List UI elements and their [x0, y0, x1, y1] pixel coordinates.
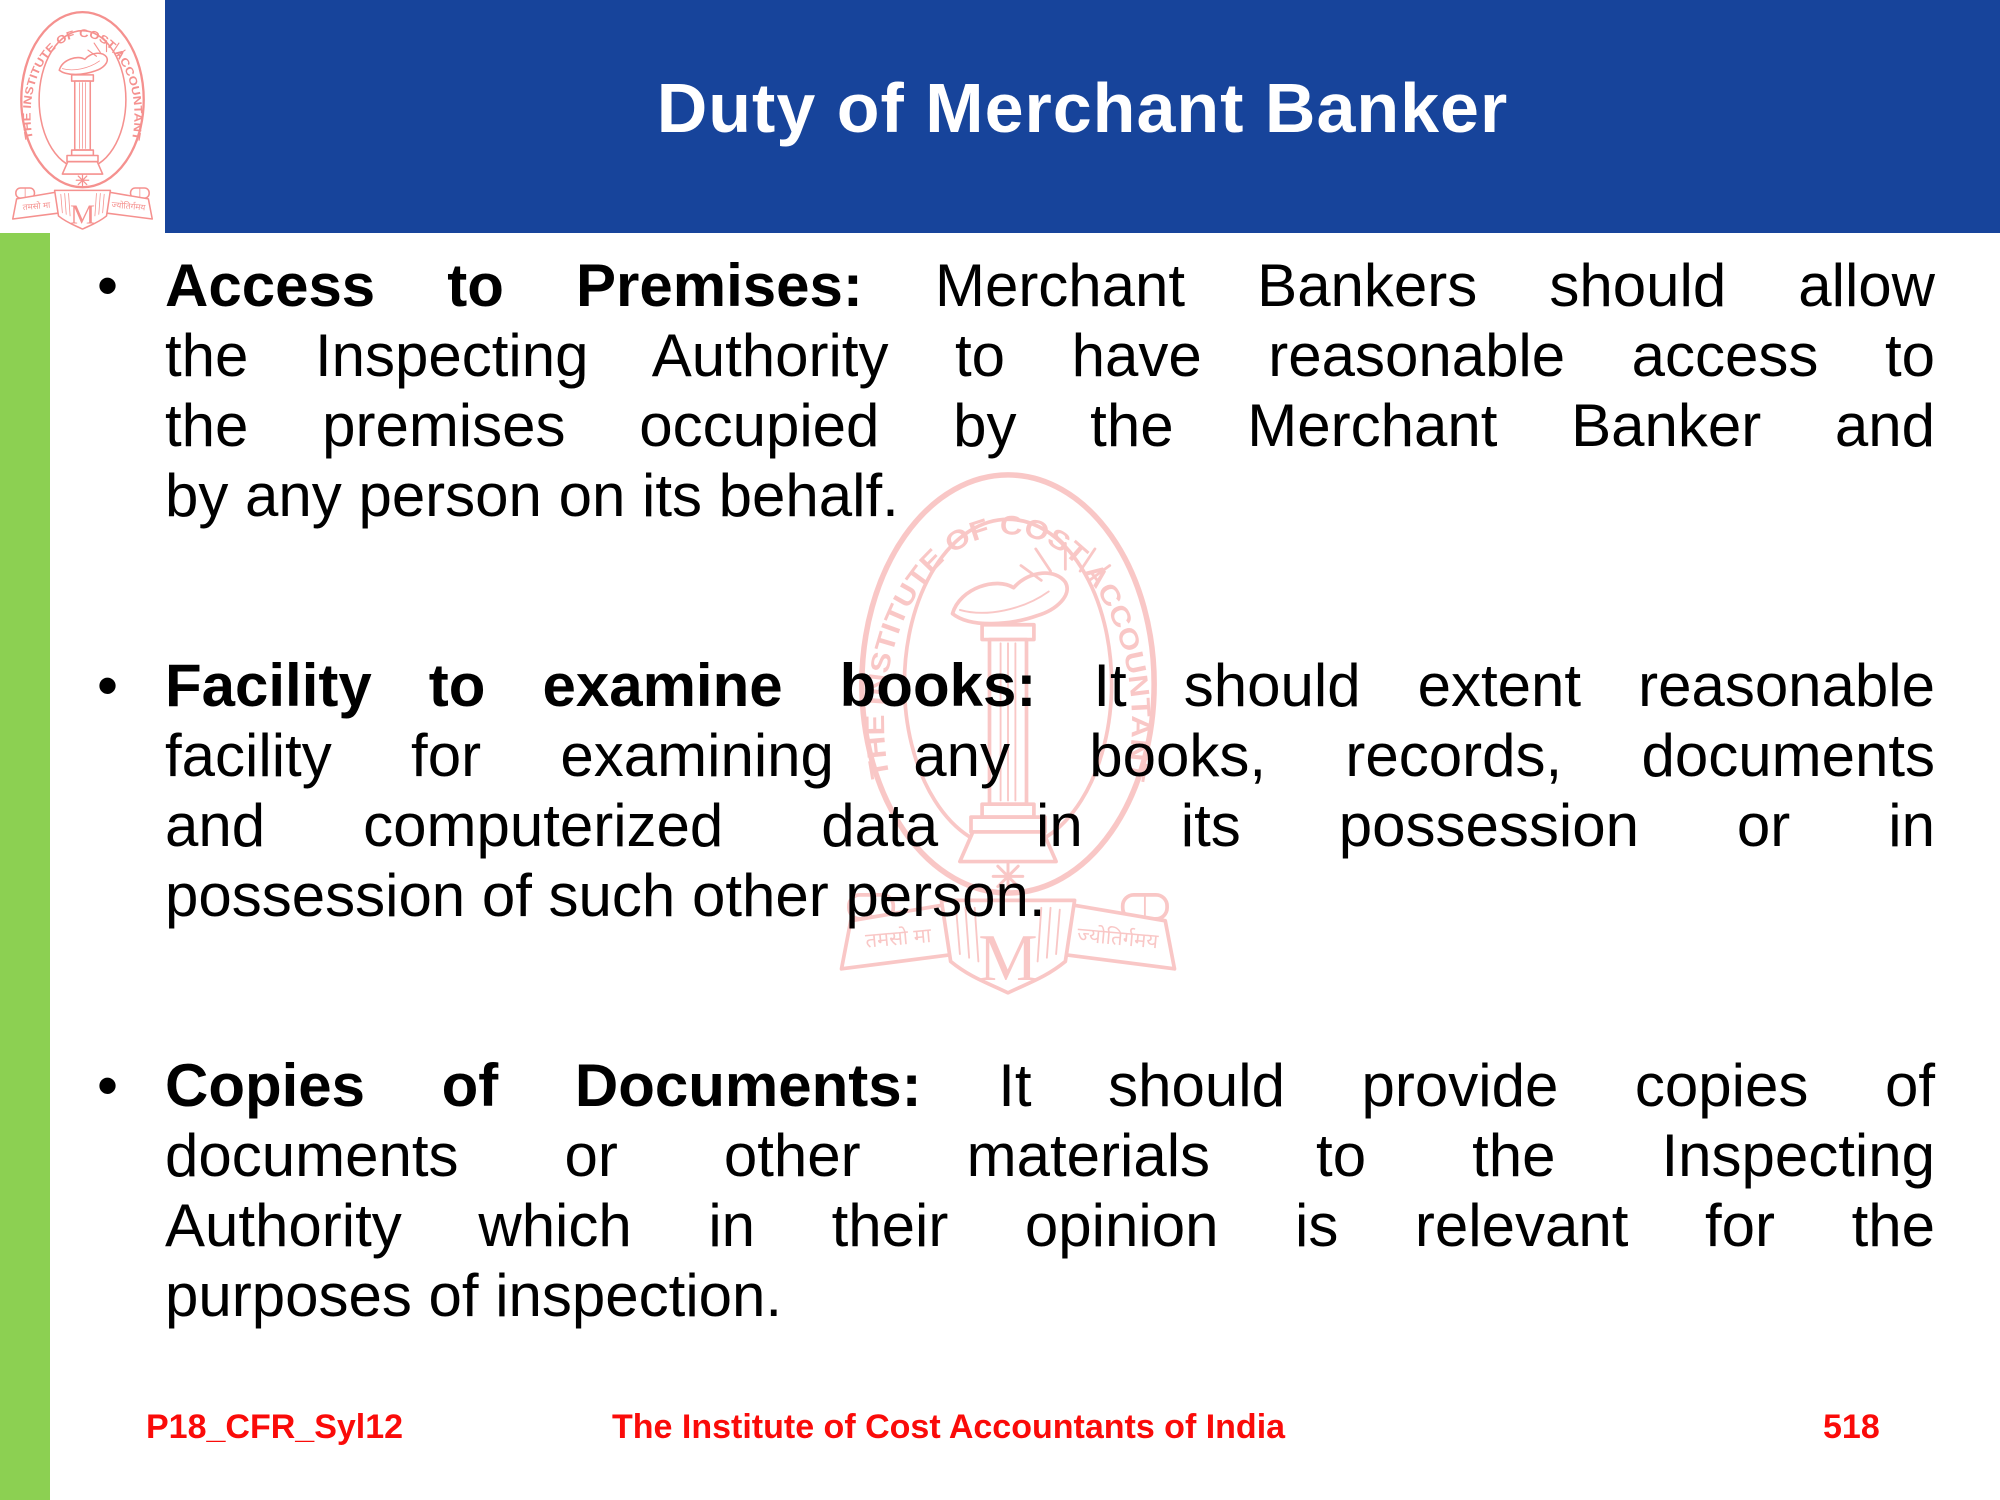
bullet-lead: Access to Premises: — [165, 252, 863, 319]
bullet-marker: • — [97, 252, 119, 319]
slide-body — [50, 233, 2000, 1331]
footer-institute-name: The Institute of Cost Accountants of India — [612, 1408, 1286, 1446]
footer-page-number: 518 — [1823, 1408, 1880, 1446]
bullet-line: by any person on its behalf. — [165, 462, 899, 529]
header-bar — [0, 0, 2000, 233]
bullet-line: Merchant Bankers should allow — [934, 252, 1936, 319]
bullet-lead: Copies of Documents: — [165, 1052, 922, 1119]
bullet-line: and computerized data in its possession or in — [165, 792, 1935, 859]
bullet-item-copies-of-documents — [97, 1051, 1935, 1331]
bullet-line: possession of such other person. — [165, 862, 1046, 929]
institute-seal-icon — [5, 5, 160, 230]
bullet-lead: Facility to examine books: — [165, 652, 1037, 719]
bullet-text — [165, 651, 1935, 931]
left-accent-bar — [0, 233, 50, 1500]
bullet-line: It should provide copies of — [998, 1052, 1936, 1119]
bullet-item-facility-to-examine-books — [97, 651, 1935, 931]
bullet-line: documents or other materials to the Inspecting — [165, 1122, 1935, 1189]
bullet-line: the Inspecting Authority to have reasonable access to — [165, 322, 1935, 389]
bullet-line: facility for examining any books, records, documents — [165, 722, 1935, 789]
bullet-line: purposes of inspection. — [165, 1262, 783, 1329]
bullet-line: the premises occupied by the Merchant Banker and — [165, 392, 1935, 459]
bullet-line: It should extent reasonable — [1093, 652, 1935, 719]
slide-title: Duty of Merchant Banker — [656, 68, 1509, 147]
bullet-marker: • — [97, 652, 119, 719]
institute-logo — [0, 0, 165, 233]
bullet-text — [165, 251, 1935, 531]
footer-bar — [0, 1400, 2000, 1460]
bullet-item-access-to-premises — [97, 251, 1935, 531]
bullet-marker: • — [97, 1052, 119, 1119]
bullet-text — [165, 1051, 1935, 1331]
bullet-line: Authority which in their opinion is relevant for the — [165, 1192, 1935, 1259]
footer-course-code: P18_CFR_Syl12 — [146, 1408, 404, 1446]
